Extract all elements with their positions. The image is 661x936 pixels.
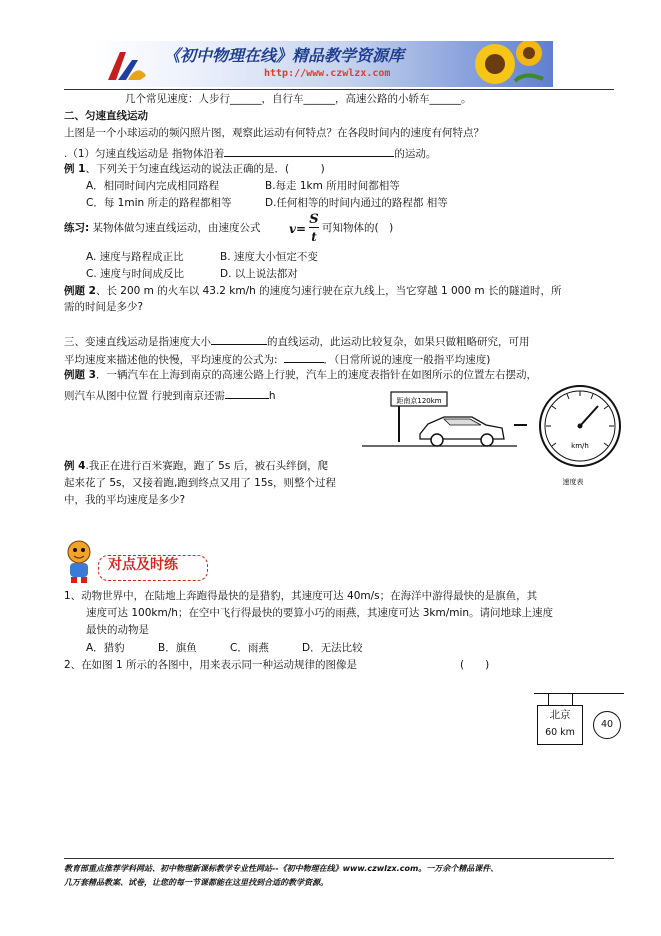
road-sign-text: 距南京120km: [396, 397, 442, 405]
definition-text-post: 的运动。: [394, 148, 437, 160]
question2-text: 2、在如图 1 所示的各图中，用来表示同一种运动规律的图像是: [64, 659, 358, 671]
question1-option-d: D．无法比较: [302, 642, 363, 654]
section2-definition: [64, 145, 436, 161]
mascot-icon: [60, 538, 98, 584]
car-speedometer-figure: [362, 384, 624, 492]
practice-banner-label: 对点及时练: [108, 557, 178, 573]
banner-title: 《初中物理在线》精品教学资源库: [164, 46, 405, 65]
question2-answer-paren: ( ): [460, 659, 490, 671]
question1-option-b: B．旗鱼: [158, 642, 197, 654]
example3-label: 例题 3: [64, 369, 96, 381]
practice-question: [64, 222, 261, 235]
question1-line2: 速度可达 100km/h；在空中飞行得最快的要算小巧的雨燕，其速度可达 3km/min。请问地球上速度: [86, 607, 554, 619]
practice-option-d: D. 以上说法都对: [220, 268, 298, 280]
station-sign-post-left: [548, 693, 549, 705]
speed-limit-sign: 40: [593, 711, 621, 739]
header-banner: [94, 41, 553, 87]
speedometer-unit: km/h: [571, 442, 589, 450]
example3-blank[interactable]: [225, 387, 269, 399]
example2-label: 例题 2: [64, 285, 96, 297]
practice-option-a: A. 速度与路程成正比: [86, 251, 184, 263]
example4-line2: 起来花了 5s，又接着跑,跑到终点又用了 15s，则整个过程: [64, 477, 336, 489]
example3-line2: 则汽车从图中位置 行驶到南京还需 h: [64, 387, 276, 403]
section3-blank-1[interactable]: [211, 333, 267, 345]
example1-option-b: B.每走 1km 所用时间都相等: [265, 180, 400, 192]
speedometer-icon: [540, 386, 620, 466]
practice-option-b: B. 速度大小恒定不变: [220, 251, 318, 263]
site-logo-icon: [104, 46, 148, 84]
section3-line2: 平均速度来描述他的快慢，平均速度的公式为: ．（日常所说的速度一般指平均速度): [64, 351, 490, 367]
definition-text-pre: .（1）匀速直线运动是 指物体沿着: [64, 148, 225, 160]
example4-line3: 中，我的平均速度是多少?: [64, 494, 186, 506]
example1-option-d: D.任何相等的时间内通过的路程都 相等: [265, 197, 448, 209]
footer-line1: 教育部重点推荐学科网站、初中物理新课标教学专业性网站--《初中物理在线》www.czwlzx.com。一万余个精品课件、: [64, 864, 499, 873]
station-name: 北京: [549, 709, 571, 721]
example1-text: 、下列关于匀速直线运动的说法正确的是．( ): [85, 163, 325, 175]
station-distance: 60 km: [545, 727, 575, 738]
common-speeds-line: 几个常见速度：人步行______，自行车______，高速公路的小轿车______。: [125, 93, 472, 105]
sunflower-icon: [465, 41, 545, 87]
header-divider: [64, 89, 614, 90]
definition-blank[interactable]: [224, 145, 394, 157]
question1-line1: 1、动物世界中，在陆地上奔跑得最快的是猎豹，其速度可达 40m/s；在海洋中游得最快的是旗鱼，其: [64, 590, 538, 602]
practice-text-pre: 某物体做匀速直线运动，由速度公式: [92, 222, 261, 234]
footer-line2: 几万套精品教案、试卷，让您的每一节课都能在这里找到合适的教学资源。: [64, 878, 328, 887]
car-icon: [420, 417, 504, 446]
question1-option-c: C．雨燕: [230, 642, 269, 654]
station-sign-post-right: [572, 693, 573, 705]
footer-divider: [64, 858, 614, 859]
banner-url[interactable]: http://www.czwlzx.com: [264, 68, 391, 79]
formula-denominator: t: [311, 230, 317, 244]
section2-heading: 二、匀速直线运动: [64, 110, 148, 122]
example1-label: 例 1: [64, 163, 86, 175]
section3-line1: 三、变速直线运动是指速度大小 的直线运动，此运动比较复杂，如果只做粗略研究，可用: [64, 333, 530, 349]
example2-line2: 需的时间是多少?: [64, 301, 144, 313]
example3-line1: 例题 3．一辆汽车在上海到南京的高速公路上行驶，汽车上的速度表指针在如图所示的位置左右摆动，: [64, 369, 537, 381]
practice-text-post: 可知物体的( ): [322, 222, 394, 234]
example1-option-a: A．相同时间内完成相同路程: [86, 180, 220, 192]
formula-numerator: S: [309, 212, 319, 227]
practice-option-c: C. 速度与时间成反比: [86, 268, 185, 280]
formula-v: v=: [289, 222, 307, 236]
example4-label: 例 4: [64, 460, 86, 472]
question1-line3: 最快的动物是: [86, 624, 149, 636]
example2-line1: 例题 2、长 200 m 的火车以 43.2 km/h 的速度匀速行驶在京九线上，当它穿越 1 000 m 长的隧道时，所: [64, 285, 562, 297]
speedometer-caption: 速度表: [562, 478, 584, 486]
practice-label: 练习:: [64, 222, 90, 234]
section2-question: 上图是一个小球运动的频闪照片图，观察此运动有何特点？在各段时间内的速度有何特点？: [64, 127, 484, 139]
question1-option-a: A．猎豹: [86, 642, 125, 654]
section3-blank-2[interactable]: [284, 351, 324, 363]
example4-line1: 例 4.我正在进行百米赛跑，跑了 5s 后，被石头绊倒，爬: [64, 460, 329, 472]
example1-option-c: C．每 1min 所走的路程都相等: [86, 197, 232, 209]
example1-question: [64, 163, 325, 176]
